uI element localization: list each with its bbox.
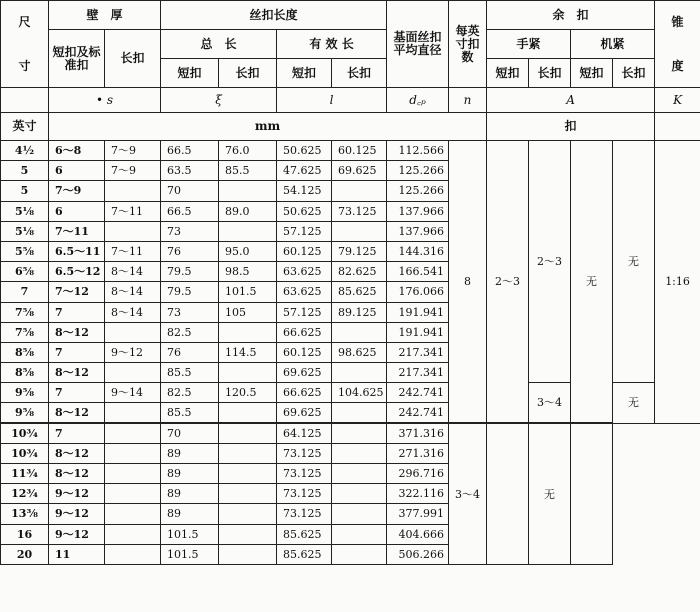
hand-short-cell-2: 3～4 (449, 423, 487, 564)
eff-short-cell: 73.125 (277, 504, 332, 524)
base-pitch-cell: 271.316 (387, 443, 449, 463)
hand-short-cell: 2～3 (487, 141, 529, 424)
eff-long-cell (332, 524, 387, 544)
eff-long-cell: 98.625 (332, 342, 387, 362)
header-machine: 机紧 (571, 30, 655, 59)
eff-long-cell (332, 221, 387, 241)
base-pitch-cell: 112.566 (387, 141, 449, 161)
total-short-cell: 82.5 (161, 322, 219, 342)
wall-long-cell (105, 403, 161, 423)
base-pitch-cell: 217.341 (387, 363, 449, 383)
header-size: 尺 寸 (1, 1, 49, 88)
wall-short-cell: 7～11 (49, 221, 105, 241)
machine-short-cell-2: 无 (529, 423, 571, 564)
total-short-cell: 82.5 (161, 383, 219, 403)
hand-long-cell-b: 3～4 (529, 383, 571, 423)
wall-long-cell (105, 524, 161, 544)
eff-long-cell (332, 464, 387, 484)
total-long-cell (219, 443, 277, 463)
symbol-xi: ξ (161, 88, 277, 113)
wall-long-cell: 7～9 (105, 141, 161, 161)
size-cell: 13⅜ (1, 504, 49, 524)
base-pitch-cell: 191.941 (387, 302, 449, 322)
base-pitch-cell: 217.341 (387, 342, 449, 362)
wall-long-cell (105, 544, 161, 564)
total-long-cell (219, 544, 277, 564)
wall-long-cell: 7～11 (105, 201, 161, 221)
eff-long-cell (332, 504, 387, 524)
total-short-cell: 73 (161, 302, 219, 322)
symbol-s: • s (49, 88, 161, 113)
eff-short-cell: 50.625 (277, 201, 332, 221)
header-machine-long: 长扣 (613, 59, 655, 88)
total-long-cell (219, 423, 277, 443)
eff-short-cell: 73.125 (277, 464, 332, 484)
eff-long-cell: 89.125 (332, 302, 387, 322)
eff-short-cell: 85.625 (277, 524, 332, 544)
machine-long-cell-2 (571, 423, 613, 564)
base-pitch-cell: 322.116 (387, 484, 449, 504)
eff-long-cell (332, 322, 387, 342)
header-machine-short: 短扣 (571, 59, 613, 88)
wall-short-cell: 9～12 (49, 504, 105, 524)
taper-cell: 1:16 (655, 141, 700, 424)
total-short-cell: 70 (161, 423, 219, 443)
total-long-cell: 120.5 (219, 383, 277, 403)
wall-long-cell (105, 221, 161, 241)
header-wall: 壁 厚 (49, 1, 161, 30)
header-total: 总 长 (161, 30, 277, 59)
size-cell: 11¾ (1, 464, 49, 484)
size-cell: 5 (1, 161, 49, 181)
wall-long-cell: 8～14 (105, 302, 161, 322)
symbol-K: K (655, 88, 700, 113)
base-pitch-cell: 242.741 (387, 383, 449, 403)
size-cell: 5⅛ (1, 201, 49, 221)
total-long-cell (219, 363, 277, 383)
total-short-cell: 70 (161, 181, 219, 201)
size-cell: 7⅝ (1, 322, 49, 342)
header-hand-short: 短扣 (487, 59, 529, 88)
tpi-cell: 8 (449, 141, 487, 424)
size-cell: 20 (1, 544, 49, 564)
header-eff-short: 短扣 (277, 59, 332, 88)
total-long-cell: 95.0 (219, 241, 277, 261)
size-cell: 10¾ (1, 443, 49, 463)
header-wall-short: 短扣及标准扣 (49, 30, 105, 88)
wall-long-cell (105, 443, 161, 463)
eff-short-cell: 73.125 (277, 484, 332, 504)
wall-long-cell (105, 504, 161, 524)
wall-long-cell: 7～11 (105, 241, 161, 261)
header-base-pitch: 基面丝扣平均直径 (387, 1, 449, 88)
header-taper: 锥 度 (655, 1, 700, 88)
size-cell: 7 (1, 282, 49, 302)
eff-short-cell: 63.625 (277, 262, 332, 282)
size-cell: 7⅝ (1, 302, 49, 322)
wall-short-cell: 7～9 (49, 181, 105, 201)
header-allowance: 余 扣 (487, 1, 655, 30)
base-pitch-cell: 371.316 (387, 423, 449, 443)
header-total-short: 短扣 (161, 59, 219, 88)
eff-short-cell: 69.625 (277, 363, 332, 383)
hand-long-cell-a: 2～3 (529, 141, 571, 383)
total-long-cell: 89.0 (219, 201, 277, 221)
base-pitch-cell: 506.266 (387, 544, 449, 564)
wall-long-cell: 8～14 (105, 262, 161, 282)
wall-short-cell: 9～12 (49, 484, 105, 504)
total-short-cell: 89 (161, 484, 219, 504)
eff-long-cell: 73.125 (332, 201, 387, 221)
wall-short-cell: 6 (49, 201, 105, 221)
base-pitch-cell: 137.966 (387, 221, 449, 241)
total-long-cell (219, 524, 277, 544)
hand-long-cell-2 (487, 423, 529, 564)
machine-long-cell-b: 无 (613, 383, 655, 423)
total-long-cell: 114.5 (219, 342, 277, 362)
wall-short-cell: 11 (49, 544, 105, 564)
wall-long-cell (105, 423, 161, 443)
total-long-cell (219, 504, 277, 524)
total-long-cell (219, 484, 277, 504)
base-pitch-cell: 144.316 (387, 241, 449, 261)
total-long-cell (219, 221, 277, 241)
wall-short-cell: 8～12 (49, 403, 105, 423)
eff-short-cell: 60.125 (277, 342, 332, 362)
size-cell: 9⅝ (1, 383, 49, 403)
size-cell: 16 (1, 524, 49, 544)
header-total-long: 长扣 (219, 59, 277, 88)
size-cell: 8⅝ (1, 363, 49, 383)
wall-short-cell: 8～12 (49, 322, 105, 342)
total-short-cell: 101.5 (161, 524, 219, 544)
eff-long-cell: 82.625 (332, 262, 387, 282)
symbol-l: l (277, 88, 387, 113)
table-row (1, 423, 700, 443)
header-thread-length: 丝扣长度 (161, 1, 387, 30)
unit-inch: 英寸 (1, 113, 49, 141)
total-long-cell: 98.5 (219, 262, 277, 282)
table-row (1, 141, 700, 161)
eff-short-cell: 54.125 (277, 181, 332, 201)
wall-short-cell: 6.5～11 (49, 241, 105, 261)
eff-long-cell (332, 544, 387, 564)
wall-long-cell (105, 363, 161, 383)
wall-long-cell (105, 181, 161, 201)
base-pitch-cell: 377.991 (387, 504, 449, 524)
total-short-cell: 101.5 (161, 544, 219, 564)
base-pitch-cell: 176.066 (387, 282, 449, 302)
wall-long-cell (105, 484, 161, 504)
total-short-cell: 89 (161, 443, 219, 463)
unit-kou: 扣 (487, 113, 655, 141)
total-long-cell (219, 464, 277, 484)
base-pitch-cell: 191.941 (387, 322, 449, 342)
size-cell: 6⅝ (1, 262, 49, 282)
eff-short-cell: 57.125 (277, 221, 332, 241)
base-pitch-cell: 137.966 (387, 201, 449, 221)
wall-short-cell: 7 (49, 383, 105, 403)
eff-long-cell: 69.625 (332, 161, 387, 181)
total-short-cell: 89 (161, 464, 219, 484)
eff-short-cell: 66.625 (277, 383, 332, 403)
wall-short-cell: 8～12 (49, 363, 105, 383)
eff-short-cell: 85.625 (277, 544, 332, 564)
wall-long-cell: 9～12 (105, 342, 161, 362)
header-hand-long: 长扣 (529, 59, 571, 88)
header-tpi: 每英寸扣数 (449, 1, 487, 88)
header-effective: 有 效 长 (277, 30, 387, 59)
eff-long-cell (332, 484, 387, 504)
eff-long-cell (332, 181, 387, 201)
machine-short-cell: 无 (571, 141, 613, 424)
eff-short-cell: 64.125 (277, 423, 332, 443)
total-short-cell: 66.5 (161, 141, 219, 161)
size-cell: 10¾ (1, 423, 49, 443)
wall-long-cell: 8～14 (105, 282, 161, 302)
total-short-cell: 89 (161, 504, 219, 524)
eff-short-cell: 69.625 (277, 403, 332, 423)
eff-long-cell: 85.625 (332, 282, 387, 302)
size-cell: 9⅝ (1, 403, 49, 423)
wall-short-cell: 6～8 (49, 141, 105, 161)
header-wall-long: 长扣 (105, 30, 161, 88)
wall-short-cell: 6 (49, 161, 105, 181)
base-pitch-cell: 242.741 (387, 403, 449, 423)
eff-long-cell: 104.625 (332, 383, 387, 403)
total-short-cell: 73 (161, 221, 219, 241)
base-pitch-cell: 404.666 (387, 524, 449, 544)
total-long-cell: 76.0 (219, 141, 277, 161)
total-short-cell: 76 (161, 342, 219, 362)
total-long-cell: 105 (219, 302, 277, 322)
total-long-cell (219, 322, 277, 342)
size-cell: 5⅛ (1, 221, 49, 241)
eff-long-cell (332, 403, 387, 423)
total-short-cell: 79.5 (161, 282, 219, 302)
base-pitch-cell: 166.541 (387, 262, 449, 282)
eff-short-cell: 63.625 (277, 282, 332, 302)
eff-short-cell: 47.625 (277, 161, 332, 181)
size-cell: 5 (1, 181, 49, 201)
eff-short-cell: 57.125 (277, 302, 332, 322)
base-pitch-cell: 296.716 (387, 464, 449, 484)
wall-short-cell: 9～12 (49, 524, 105, 544)
total-long-cell (219, 403, 277, 423)
total-short-cell: 66.5 (161, 201, 219, 221)
total-long-cell (219, 181, 277, 201)
eff-long-cell: 79.125 (332, 241, 387, 261)
eff-long-cell (332, 363, 387, 383)
symbol-A: A (487, 88, 655, 113)
header-eff-long: 长扣 (332, 59, 387, 88)
machine-long-cell-a: 无 (613, 141, 655, 383)
header-hand: 手紧 (487, 30, 571, 59)
wall-long-cell: 7～9 (105, 161, 161, 181)
wall-short-cell: 6.5～12 (49, 262, 105, 282)
wall-long-cell: 9～14 (105, 383, 161, 403)
wall-short-cell: 7～12 (49, 282, 105, 302)
symbol-dcp: d꜀ₚ (387, 88, 449, 113)
base-pitch-cell: 125.266 (387, 161, 449, 181)
eff-long-cell: 60.125 (332, 141, 387, 161)
wall-short-cell: 7 (49, 302, 105, 322)
total-short-cell: 63.5 (161, 161, 219, 181)
size-cell: 4½ (1, 141, 49, 161)
wall-short-cell: 7 (49, 342, 105, 362)
eff-long-cell (332, 423, 387, 443)
symbol-n: n (449, 88, 487, 113)
wall-short-cell: 8～12 (49, 464, 105, 484)
wall-long-cell (105, 464, 161, 484)
size-cell: 12¾ (1, 484, 49, 504)
total-long-cell: 101.5 (219, 282, 277, 302)
eff-short-cell: 73.125 (277, 443, 332, 463)
eff-long-cell (332, 443, 387, 463)
size-cell: 5⅝ (1, 241, 49, 261)
wall-short-cell: 7 (49, 423, 105, 443)
eff-short-cell: 66.625 (277, 322, 332, 342)
total-short-cell: 76 (161, 241, 219, 261)
wall-short-cell: 8～12 (49, 443, 105, 463)
total-short-cell: 85.5 (161, 363, 219, 383)
eff-short-cell: 60.125 (277, 241, 332, 261)
base-pitch-cell: 125.266 (387, 181, 449, 201)
total-long-cell: 85.5 (219, 161, 277, 181)
wall-long-cell (105, 322, 161, 342)
unit-mm: mm (49, 113, 487, 141)
total-short-cell: 79.5 (161, 262, 219, 282)
size-cell: 8⅝ (1, 342, 49, 362)
total-short-cell: 85.5 (161, 403, 219, 423)
eff-short-cell: 50.625 (277, 141, 332, 161)
